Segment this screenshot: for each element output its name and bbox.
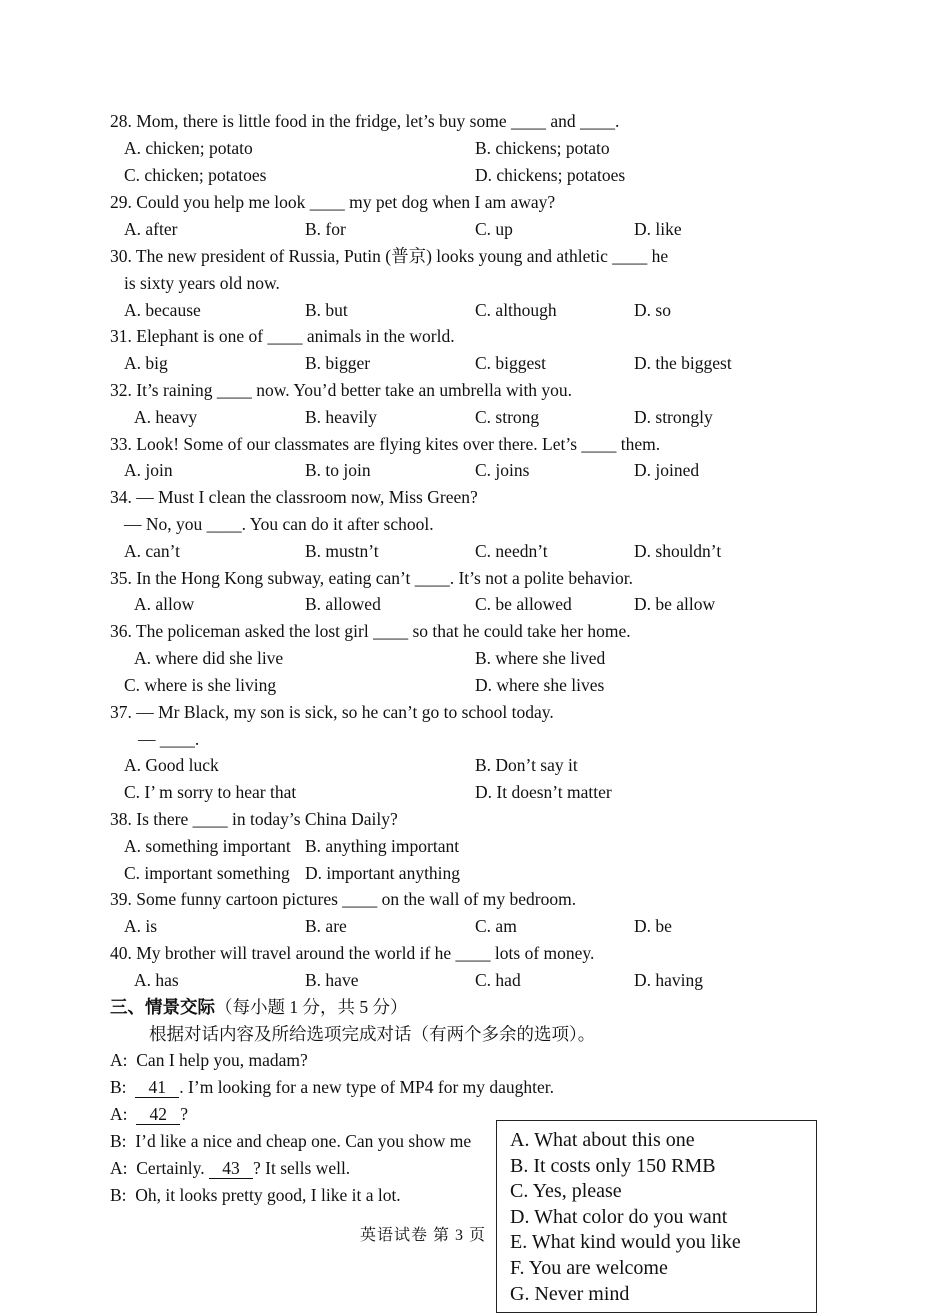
dialogue-line	[110, 1182, 401, 1209]
dialogue-line	[110, 1047, 308, 1074]
question-31: 31. Elephant is one of ____ animals in the world.	[110, 326, 455, 346]
option-c: C. chicken; potatoes	[124, 165, 267, 185]
option-a: A. heavy	[134, 407, 198, 427]
question-39: 39. Some funny cartoon pictures ____ on the wall of my bedroom.	[110, 889, 577, 909]
option-a: A. because	[124, 300, 201, 320]
option-c: C. had	[475, 970, 521, 990]
section-3-heading	[110, 994, 408, 1021]
option-a: A. big	[124, 353, 168, 373]
speaker: B:	[110, 1131, 127, 1151]
option-c: C. where is she living	[124, 675, 277, 695]
option-b: B. chickens; potato	[475, 138, 610, 158]
option-c: C. up	[475, 219, 513, 239]
option-b: B. bigger	[305, 353, 371, 373]
option-b: B. have	[305, 970, 359, 990]
option-a: A. something important	[124, 836, 291, 856]
option-b: B. but	[305, 300, 348, 320]
option-b: B. allowed	[305, 594, 381, 614]
speaker: B:	[110, 1077, 127, 1097]
option-c: C. be allowed	[475, 594, 572, 614]
option-a: A. chicken; potato	[124, 138, 253, 158]
speaker: B:	[110, 1185, 127, 1205]
option-b: B. are	[305, 916, 347, 936]
option-c: C. joins	[475, 460, 530, 480]
question-34: 34. — Must I clean the classroom now, Miss Green?	[110, 487, 478, 507]
option-a: A. is	[124, 916, 158, 936]
dialogue-line	[110, 1074, 554, 1101]
option-a: A. Good luck	[124, 755, 219, 775]
option-d: D. be allow	[634, 594, 716, 614]
question-37-cont: — ____.	[138, 729, 200, 749]
option-b: B. for	[305, 219, 346, 239]
option-d: D. so	[634, 300, 671, 320]
section-3-instruction: 根据对话内容及所给选项完成对话（有两个多余的选项）。	[149, 1024, 596, 1044]
option-d: D. It doesn’t matter	[475, 782, 612, 802]
question-37: 37. — Mr Black, my son is sick, so he can’t go to school today.	[110, 702, 554, 722]
dialogue-text: ?	[180, 1104, 189, 1124]
page-footer: 英语试卷 第 3 页	[360, 1227, 487, 1244]
dialogue-options-box	[496, 1120, 817, 1313]
box-option-e: E. What kind would you like	[510, 1231, 741, 1254]
box-option-c: C. Yes, please	[510, 1180, 622, 1203]
option-d: D. be	[634, 916, 672, 936]
dialogue-text: Oh, it looks pretty good, I like it a lot.	[135, 1185, 401, 1205]
question-35: 35. In the Hong Kong subway, eating can’t ____. It’s not a polite behavior.	[110, 568, 633, 588]
box-option-d: D. What color do you want	[510, 1205, 728, 1228]
box-option-f: F. You are welcome	[510, 1256, 668, 1279]
option-d: D. where she lives	[475, 675, 605, 695]
option-a: A. allow	[134, 594, 195, 614]
option-c: C. I’ m sorry to hear that	[124, 782, 297, 802]
option-a: A. join	[124, 460, 173, 480]
option-c: C. biggest	[475, 353, 546, 373]
dialogue-text: ? It sells well.	[252, 1158, 351, 1178]
section-3-title: 三、情景交际	[110, 997, 215, 1017]
question-38: 38. Is there ____ in today’s China Daily?	[110, 809, 398, 829]
question-30-cont: is sixty years old now.	[124, 273, 280, 293]
question-29: 29. Could you help me look ____ my pet dog when I am away?	[110, 192, 556, 212]
option-a: A. after	[124, 219, 178, 239]
dialogue-line	[110, 1155, 350, 1182]
dialogue-text: . I’m looking for a new type of MP4 for my daughter.	[179, 1077, 555, 1097]
option-b: B. mustn’t	[305, 541, 379, 561]
option-c: C. am	[475, 916, 517, 936]
option-b: B. anything important	[305, 836, 460, 856]
question-36: 36. The policeman asked the lost girl ____ so that he could take her home.	[110, 621, 631, 641]
option-d: D. strongly	[634, 407, 713, 427]
speaker: A:	[110, 1104, 128, 1124]
option-c: C. although	[475, 300, 557, 320]
dialogue-text: I’d like a nice and cheap one. Can you show me	[135, 1131, 472, 1151]
box-option-g: G. Never mind	[510, 1282, 630, 1305]
speaker: A:	[110, 1158, 128, 1178]
option-d: D. important anything	[305, 863, 461, 883]
question-34-cont: — No, you ____. You can do it after school.	[124, 514, 434, 534]
section-3-score: （每小题 1 分，共 5 分）	[215, 997, 408, 1017]
question-28: 28. Mom, there is little food in the fridge, let’s buy some ____ and ____.	[110, 111, 620, 131]
option-c: C. important something	[124, 863, 290, 883]
dialogue-text: Certainly.	[136, 1158, 205, 1178]
question-33: 33. Look! Some of our classmates are flying kites over there. Let’s ____ them.	[110, 434, 661, 454]
question-40: 40. My brother will travel around the world if he ____ lots of money.	[110, 943, 595, 963]
box-option-b: B. It costs only 150 RMB	[510, 1154, 716, 1177]
option-d: D. like	[634, 219, 682, 239]
blank-42[interactable]: 42	[136, 1104, 180, 1125]
blank-43[interactable]: 43	[209, 1158, 253, 1179]
option-b: B. where she lived	[475, 648, 606, 668]
option-b: B. to join	[305, 460, 371, 480]
option-d: D. chickens; potatoes	[475, 165, 626, 185]
option-d: D. joined	[634, 460, 700, 480]
dialogue-line	[110, 1128, 471, 1155]
option-a: A. can’t	[124, 541, 181, 561]
dialogue-text: Can I help you, madam?	[136, 1050, 308, 1070]
speaker: A:	[110, 1050, 128, 1070]
box-option-a: A. What about this one	[510, 1129, 695, 1151]
option-c: C. strong	[475, 407, 540, 427]
option-b: B. heavily	[305, 407, 377, 427]
dialogue-line	[110, 1101, 188, 1128]
option-c: C. needn’t	[475, 541, 548, 561]
option-a: A. where did she live	[134, 648, 284, 668]
option-d: D. the biggest	[634, 353, 732, 373]
option-d: D. having	[634, 970, 704, 990]
blank-41[interactable]: 41	[135, 1077, 179, 1098]
option-b: B. Don’t say it	[475, 755, 578, 775]
option-a: A. has	[134, 970, 179, 990]
question-30: 30. The new president of Russia, Putin (普京) looks young and athletic ____ he	[110, 246, 669, 266]
question-32: 32. It’s raining ____ now. You’d better take an umbrella with you.	[110, 380, 573, 400]
option-d: D. shouldn’t	[634, 541, 722, 561]
